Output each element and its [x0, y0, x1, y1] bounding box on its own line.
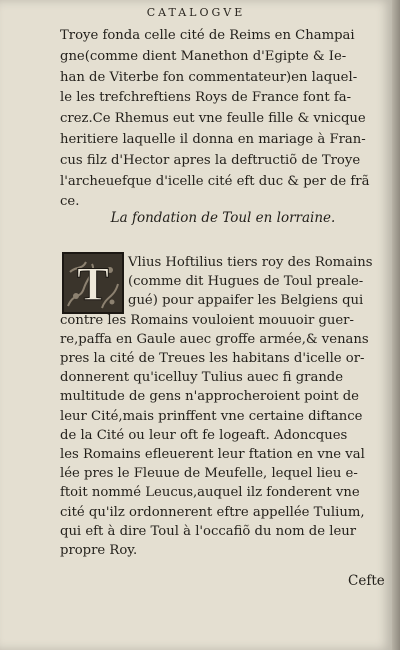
text-line: Troye fonda celle cité de Reims en Champai — [60, 28, 355, 43]
text-line: re,paffa en Gaule auec groffe armée,& venans — [60, 331, 369, 347]
text-line: (comme dit Hugues de Toul preale- — [128, 274, 364, 290]
text-line: qui eft à dire Toul à l'occafiõ du nom de leur — [60, 523, 357, 539]
text-line: multitude de gens n'approcheroient point de — [60, 389, 359, 405]
text-line: cus filz d'Hector apres la deftructiõ de Troye — [60, 152, 361, 168]
text-line: crez.Ce Rhemus eut vne feulle fille & vnicque — [60, 111, 366, 127]
paragraph-reims — [60, 26, 386, 213]
dropcap-letter: T — [76, 258, 110, 311]
text-line: les Romains efleuerent leur ftation en vne val — [60, 447, 365, 463]
running-header: CATALOGVE — [146, 6, 246, 19]
text-line: pres la cité de Treues les habitans d'icelle or- — [60, 351, 365, 367]
page-edge-shadow — [392, 0, 400, 650]
text-line: gué) pour appaifer les Belgiens qui — [128, 293, 364, 309]
catchword: Cefte — [348, 573, 385, 589]
text-line: l'archeuefque d'icelle cité eft duc & per de frã — [60, 173, 370, 189]
text-line: lée pres le Fleuue de Meufelle, lequel lieu e- — [60, 466, 358, 482]
text-line: gne(comme dient Manethon d'Egipte & Ie- — [60, 48, 347, 64]
text-line: han de Viterbe fon commentateur)en laquel- — [60, 69, 358, 85]
text-line: leur Cité,mais prinffent vne certaine diftance — [60, 408, 363, 424]
text-line: le les trefchreftiens Roys de France font fa- — [60, 90, 352, 106]
section-heading: La fondation de Toul en lorraine. — [110, 210, 336, 226]
text-line: contre les Romains vouloient mouuoir guer- — [60, 312, 354, 328]
text-line: ftoit nommé Leucus,auquel ilz fonderent vne — [60, 485, 360, 501]
text-line: propre Roy. — [60, 543, 138, 559]
text-line: donnerent qu'icelluy Tulius auec fi grande — [60, 370, 344, 386]
text-line: ce. — [60, 194, 80, 210]
text-line: de la Cité ou leur oft fe logeaft. Adoncques — [60, 427, 348, 443]
text-line: cité qu'ilz ordonnerent eftre appellée Tulium, — [60, 504, 365, 520]
text-line: Vlius Hoftilius tiers roy des Romains — [128, 255, 373, 270]
paragraph-toul — [60, 253, 386, 560]
text-line: heritiere laquelle il donna en mariage à Fran- — [60, 131, 366, 147]
